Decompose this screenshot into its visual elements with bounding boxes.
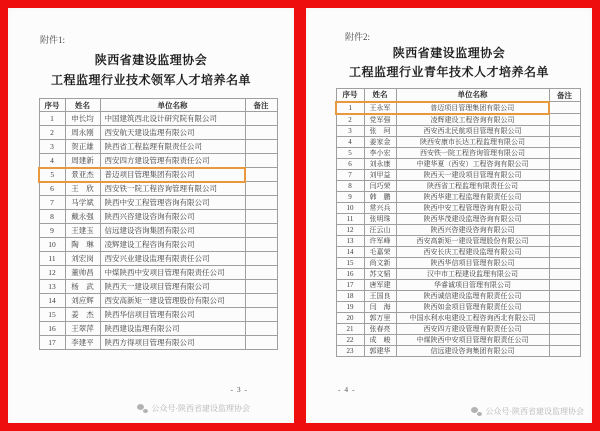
table-row — [336, 235, 580, 246]
table-row — [336, 191, 580, 202]
name-cell: 常兴兵 — [364, 202, 396, 213]
table-row — [336, 114, 580, 126]
company-cell: 陕西安康市长达工程监理有限公司 — [396, 136, 549, 147]
wechat-chat-bubbles-icon — [471, 407, 482, 416]
table-row — [336, 125, 580, 136]
name-cell: 许军峰 — [364, 235, 396, 246]
remark-cell — [549, 213, 580, 224]
table-row — [39, 154, 277, 168]
table-row — [39, 182, 277, 196]
remark-cell — [245, 336, 277, 350]
name-cell: 刘宏岗 — [65, 252, 100, 266]
company-cell: 陕西兴咨建设咨询有限公司 — [396, 224, 549, 235]
remark-cell — [549, 290, 580, 301]
remark-cell — [549, 235, 580, 246]
name-cell: 景亚杰 — [65, 168, 100, 182]
name-cell: 毛嘉荣 — [364, 246, 396, 257]
name-cell: 姜 杰 — [65, 308, 100, 322]
table-row — [336, 169, 580, 180]
remark-cell — [549, 224, 580, 235]
column-header: 姓名 — [364, 89, 396, 102]
name-cell: 贺正雄 — [65, 140, 100, 154]
serial-cell: 13 — [336, 235, 364, 246]
serial-cell: 9 — [39, 224, 65, 238]
column-header: 序号 — [336, 89, 364, 102]
name-cell: 尚文新 — [364, 257, 396, 268]
company-cell: 中国建筑西北设计研究院有限公司 — [100, 112, 245, 126]
table-row — [336, 202, 580, 213]
watermark — [137, 403, 250, 414]
page-subtitle: 工程监理行业青年技术人才培养名单 — [348, 65, 549, 79]
page-title: 陕西省建设监理协会 — [392, 46, 506, 60]
remark-cell — [245, 210, 277, 224]
page-number: - 3 - — [230, 385, 248, 394]
name-cell: 董帅昌 — [65, 266, 100, 280]
table-row — [39, 126, 277, 140]
company-cell: 陕西华建工程监理有限责任公司 — [396, 191, 549, 202]
name-cell: 成 峻 — [364, 334, 396, 345]
company-cell: 陕西华信项目管理有限公司 — [396, 257, 549, 268]
serial-cell: 8 — [39, 210, 65, 224]
column-header: 序号 — [39, 99, 65, 112]
company-cell: 陕西中安工程管理咨询有限公司 — [100, 196, 245, 210]
company-cell: 中国水利水电建设工程咨询西北有限公司 — [396, 312, 549, 323]
serial-cell: 5 — [336, 147, 364, 158]
remark-cell — [245, 126, 277, 140]
remark-cell — [549, 125, 580, 136]
name-cell: 王国良 — [364, 290, 396, 301]
name-cell: 申长均 — [65, 112, 100, 126]
remark-cell — [549, 246, 580, 257]
remark-cell — [549, 257, 580, 268]
company-cell: 普迈项目管理集团有限公司 — [396, 102, 549, 114]
serial-cell: 16 — [336, 268, 364, 279]
table-row — [39, 224, 277, 238]
serial-cell: 18 — [336, 290, 364, 301]
company-cell: 汉中市工程建设监理有限公司 — [396, 268, 549, 279]
company-cell: 西安西北民航项目管理有限公司 — [396, 125, 549, 136]
table-row — [336, 279, 580, 290]
remark-cell — [549, 345, 580, 356]
page-number: - 4 - — [338, 385, 356, 394]
attachment-label: 附件1: — [40, 35, 66, 45]
table-header-row — [39, 99, 277, 112]
table-row — [39, 336, 277, 350]
name-cell: 苏文韬 — [364, 268, 396, 279]
table-row — [336, 323, 580, 334]
page-subtitle: 工程监理行业技术领军人才培养名单 — [50, 73, 251, 87]
company-cell: 西安航天建设监理有限公司 — [100, 126, 245, 140]
serial-cell: 15 — [336, 257, 364, 268]
name-cell: 王翠萍 — [65, 322, 100, 336]
table-row — [336, 268, 580, 279]
remark-cell — [245, 168, 277, 182]
name-cell: 张明珠 — [364, 213, 396, 224]
company-cell: 陕西中安工程管理咨询有限公司 — [396, 202, 549, 213]
remark-cell — [245, 322, 277, 336]
company-cell: 陕西省工程监理有限责任公司 — [396, 180, 549, 191]
serial-cell: 22 — [336, 334, 364, 345]
name-cell: 马学斌 — [65, 196, 100, 210]
serial-cell: 16 — [39, 322, 65, 336]
company-cell: 西安兴业建设监理有限责任公司 — [100, 252, 245, 266]
company-cell: 陕西天一建设项目管理有限公司 — [100, 280, 245, 294]
company-cell: 中煤陕西中安项目管理有限责任公司 — [100, 266, 245, 280]
table-row — [39, 238, 277, 252]
table-row — [336, 246, 580, 257]
table-row — [39, 280, 277, 294]
name-cell: 唐军建 — [364, 279, 396, 290]
serial-cell: 13 — [39, 280, 65, 294]
page-attachment-1 — [8, 8, 294, 423]
name-cell: 王永军 — [364, 102, 396, 114]
talent-table-youth — [335, 88, 581, 357]
serial-cell: 17 — [39, 336, 65, 350]
name-cell: 陶 琳 — [65, 238, 100, 252]
remark-cell — [245, 154, 277, 168]
name-cell: 刘应辉 — [65, 294, 100, 308]
table-row — [39, 252, 277, 266]
remark-cell — [245, 224, 277, 238]
remark-cell — [549, 279, 580, 290]
name-cell: 刘甲益 — [364, 169, 396, 180]
remark-cell — [549, 191, 580, 202]
attachment-label: 附件2: — [345, 32, 371, 42]
talent-table-leaders — [38, 98, 278, 350]
serial-cell: 2 — [336, 114, 364, 126]
company-cell: 陕西建设监理有限公司 — [100, 322, 245, 336]
column-header: 备注 — [245, 99, 277, 112]
name-cell: 周建新 — [65, 154, 100, 168]
serial-cell: 11 — [39, 252, 65, 266]
remark-cell — [549, 334, 580, 345]
company-cell: 陕西方得项目管理有限公司 — [100, 336, 245, 350]
table-row — [336, 180, 580, 191]
serial-cell: 10 — [336, 202, 364, 213]
column-header: 备注 — [549, 89, 580, 102]
table-row — [39, 140, 277, 154]
table-row — [336, 213, 580, 224]
table-row — [336, 158, 580, 169]
company-cell: 华睿诚项目管理有限公司 — [396, 279, 549, 290]
serial-cell: 23 — [336, 345, 364, 356]
company-cell: 西安铁一院工程咨询管理有限公司 — [100, 182, 245, 196]
serial-cell: 10 — [39, 238, 65, 252]
table-row — [336, 257, 580, 268]
serial-cell: 5 — [39, 168, 65, 182]
serial-cell: 4 — [39, 154, 65, 168]
serial-cell: 14 — [39, 294, 65, 308]
table-row — [336, 102, 580, 114]
remark-cell — [549, 102, 580, 114]
watermark — [471, 406, 584, 417]
remark-cell — [549, 136, 580, 147]
remark-cell — [245, 140, 277, 154]
name-cell: 郭万里 — [364, 312, 396, 323]
name-cell: 张春亮 — [364, 323, 396, 334]
table-row — [336, 224, 580, 235]
remark-cell — [549, 202, 580, 213]
name-cell: 周永刚 — [65, 126, 100, 140]
serial-cell: 20 — [336, 312, 364, 323]
name-cell: 闫 海 — [364, 301, 396, 312]
name-cell: 张 珂 — [364, 125, 396, 136]
name-cell: 李建平 — [65, 336, 100, 350]
serial-cell: 6 — [336, 158, 364, 169]
name-cell: 李小宏 — [364, 147, 396, 158]
serial-cell: 8 — [336, 180, 364, 191]
company-cell: 信远建设咨询集团有限公司 — [396, 345, 549, 356]
table-row — [336, 312, 580, 323]
company-cell: 凌辉建设工程咨询有限公司 — [100, 238, 245, 252]
name-cell: 王 欣 — [65, 182, 100, 196]
table-row — [39, 210, 277, 224]
table-row — [336, 334, 580, 345]
serial-cell: 12 — [39, 266, 65, 280]
page-title: 陕西省建设监理协会 — [94, 53, 208, 67]
name-cell: 刘永康 — [364, 158, 396, 169]
company-cell: 陕西兴咨建设咨询有限公司 — [100, 210, 245, 224]
serial-cell: 3 — [336, 125, 364, 136]
serial-cell: 6 — [39, 182, 65, 196]
company-cell: 西安铁一院工程咨询管理有限公司 — [396, 147, 549, 158]
name-cell: 汪云山 — [364, 224, 396, 235]
company-cell: 陕西诚信建设监理有限责任公司 — [396, 290, 549, 301]
remark-cell — [549, 312, 580, 323]
table-row — [39, 112, 277, 126]
table-row — [39, 322, 277, 336]
name-cell: 韩 鹏 — [364, 191, 396, 202]
company-cell: 陕西华信项目管理有限公司 — [100, 308, 245, 322]
table-row — [39, 308, 277, 322]
table-row — [39, 168, 277, 182]
table-row — [39, 294, 277, 308]
remark-cell — [245, 294, 277, 308]
table-row — [336, 345, 580, 356]
remark-cell — [245, 182, 277, 196]
company-cell: 凌辉建设工程咨询有限公司 — [396, 114, 549, 126]
company-cell: 信远建设咨询集团有限公司 — [100, 224, 245, 238]
remark-cell — [245, 280, 277, 294]
company-cell: 陕西如金项目管理有限责任公司 — [396, 301, 549, 312]
column-header: 单位名称 — [100, 99, 245, 112]
table-row — [336, 301, 580, 312]
remark-cell — [245, 252, 277, 266]
serial-cell: 3 — [39, 140, 65, 154]
company-cell: 陕西天一建设项目管理有限公司 — [396, 169, 549, 180]
remark-cell — [245, 266, 277, 280]
remark-cell — [549, 301, 580, 312]
serial-cell: 21 — [336, 323, 364, 334]
table-header-row — [336, 89, 580, 102]
remark-cell — [549, 147, 580, 158]
serial-cell: 19 — [336, 301, 364, 312]
serial-cell: 11 — [336, 213, 364, 224]
column-header: 姓名 — [65, 99, 100, 112]
serial-cell: 15 — [39, 308, 65, 322]
serial-cell: 17 — [336, 279, 364, 290]
company-cell: 西安四方建设管理有限责任公司 — [396, 323, 549, 334]
serial-cell: 7 — [39, 196, 65, 210]
serial-cell: 9 — [336, 191, 364, 202]
serial-cell: 2 — [39, 126, 65, 140]
remark-cell — [549, 268, 580, 279]
name-cell: 杨 武 — [65, 280, 100, 294]
company-cell: 普迈项目管理集团有限公司 — [100, 168, 245, 182]
name-cell: 郭建华 — [364, 345, 396, 356]
remark-cell — [245, 112, 277, 126]
remark-cell — [549, 323, 580, 334]
remark-cell — [549, 169, 580, 180]
name-cell: 党军强 — [364, 114, 396, 126]
company-cell: 陕西华茂建设监理咨询有限公司 — [396, 213, 549, 224]
table-row — [39, 266, 277, 280]
table-row — [336, 290, 580, 301]
company-cell: 西安四方建设管理有限责任公司 — [100, 154, 245, 168]
table-row — [336, 136, 580, 147]
company-cell: 陕西省工程监理有限责任公司 — [100, 140, 245, 154]
company-cell: 中煤陕西中安项目管理有限责任公司 — [396, 334, 549, 345]
serial-cell: 14 — [336, 246, 364, 257]
watermark-text: 公众号·陕西省建设监理协会 — [151, 404, 250, 413]
company-cell: 西安长庆工程建设监理有限公司 — [396, 246, 549, 257]
company-cell: 西安高新矩一建设管理股份有限公司 — [100, 294, 245, 308]
serial-cell: 1 — [336, 102, 364, 114]
remark-cell — [549, 114, 580, 126]
column-header: 单位名称 — [396, 89, 549, 102]
name-cell: 王建玉 — [65, 224, 100, 238]
name-cell: 戴永强 — [65, 210, 100, 224]
remark-cell — [549, 158, 580, 169]
company-cell: 中建华夏（西安）工程咨询有限公司 — [396, 158, 549, 169]
serial-cell: 12 — [336, 224, 364, 235]
remark-cell — [245, 308, 277, 322]
page-attachment-2 — [306, 8, 592, 423]
remark-cell — [245, 196, 277, 210]
name-cell: 姜家金 — [364, 136, 396, 147]
remark-cell — [245, 238, 277, 252]
name-cell: 闫巧荣 — [364, 180, 396, 191]
company-cell: 西安高新矩一建设管理股份有限公司 — [396, 235, 549, 246]
watermark-text: 公众号·陕西省建设监理协会 — [485, 407, 584, 416]
table-row — [39, 196, 277, 210]
wechat-chat-bubbles-icon — [137, 404, 148, 413]
serial-cell: 7 — [336, 169, 364, 180]
serial-cell: 4 — [336, 136, 364, 147]
remark-cell — [549, 180, 580, 191]
serial-cell: 1 — [39, 112, 65, 126]
table-row — [336, 147, 580, 158]
